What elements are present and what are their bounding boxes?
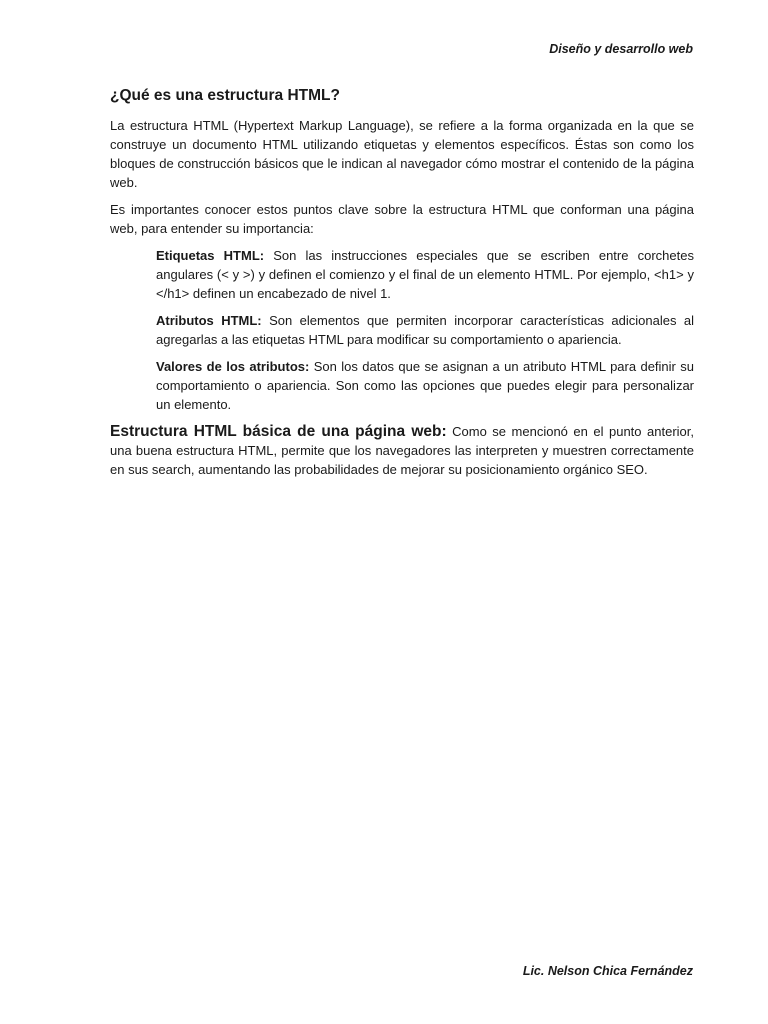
definition-text: Son los datos que se asignan a un atributo HTML para definir su comportamiento o apariencia. Son como las opciones que puedes elegir para personalizar un elemento. <box>156 359 694 412</box>
definition-item-etiquetas <box>156 246 694 303</box>
page-title: ¿Qué es una estructura HTML? <box>110 87 340 104</box>
page-header: Diseño y desarrollo web <box>549 42 693 56</box>
definition-text: Son elementos que permiten incorporar características adicionales al agregarlas a las etiquetas HTML para modificar su comportamiento o apariencia. <box>156 313 695 347</box>
definition-term: Atributos HTML: <box>156 313 262 328</box>
document-body <box>110 86 694 487</box>
definition-item-atributos <box>156 311 694 349</box>
definition-term: Valores de los atributos: <box>156 359 310 374</box>
definition-term: Etiquetas HTML: <box>156 248 265 263</box>
intro-paragraph: La estructura HTML (Hypertext Markup Language), se refiere a la forma organizada en la que se construye un documento HTML utilizando etiquetas y elementos específicos. Éstas son como los bloques de construcción básicos que le indican al navegador cómo mostrar el contenido de la página web. <box>110 118 694 190</box>
section-title: Estructura HTML básica de una página web: <box>110 423 447 440</box>
section-paragraph <box>110 422 694 479</box>
definition-item-valores <box>156 357 694 414</box>
key-points-intro: Es importantes conocer estos puntos clave sobre la estructura HTML que conforman una página web, para entender su importancia: <box>110 202 694 236</box>
page-footer: Lic. Nelson Chica Fernández <box>522 964 693 978</box>
section-text: Como se mencionó en el punto anterior, una buena estructura HTML, permite que los navegadores las interpreten y muestren correctamente en sus search, aumentando las probabilidades de mejorar su posicionamiento orgánico SEO. <box>110 424 694 477</box>
definition-text: Son las instrucciones especiales que se escriben entre corchetes angulares (< y >) y definen el comienzo y el final de un elemento HTML. Por ejemplo, <h1> y </h1> definen un encabezado de nivel 1. <box>156 248 694 301</box>
